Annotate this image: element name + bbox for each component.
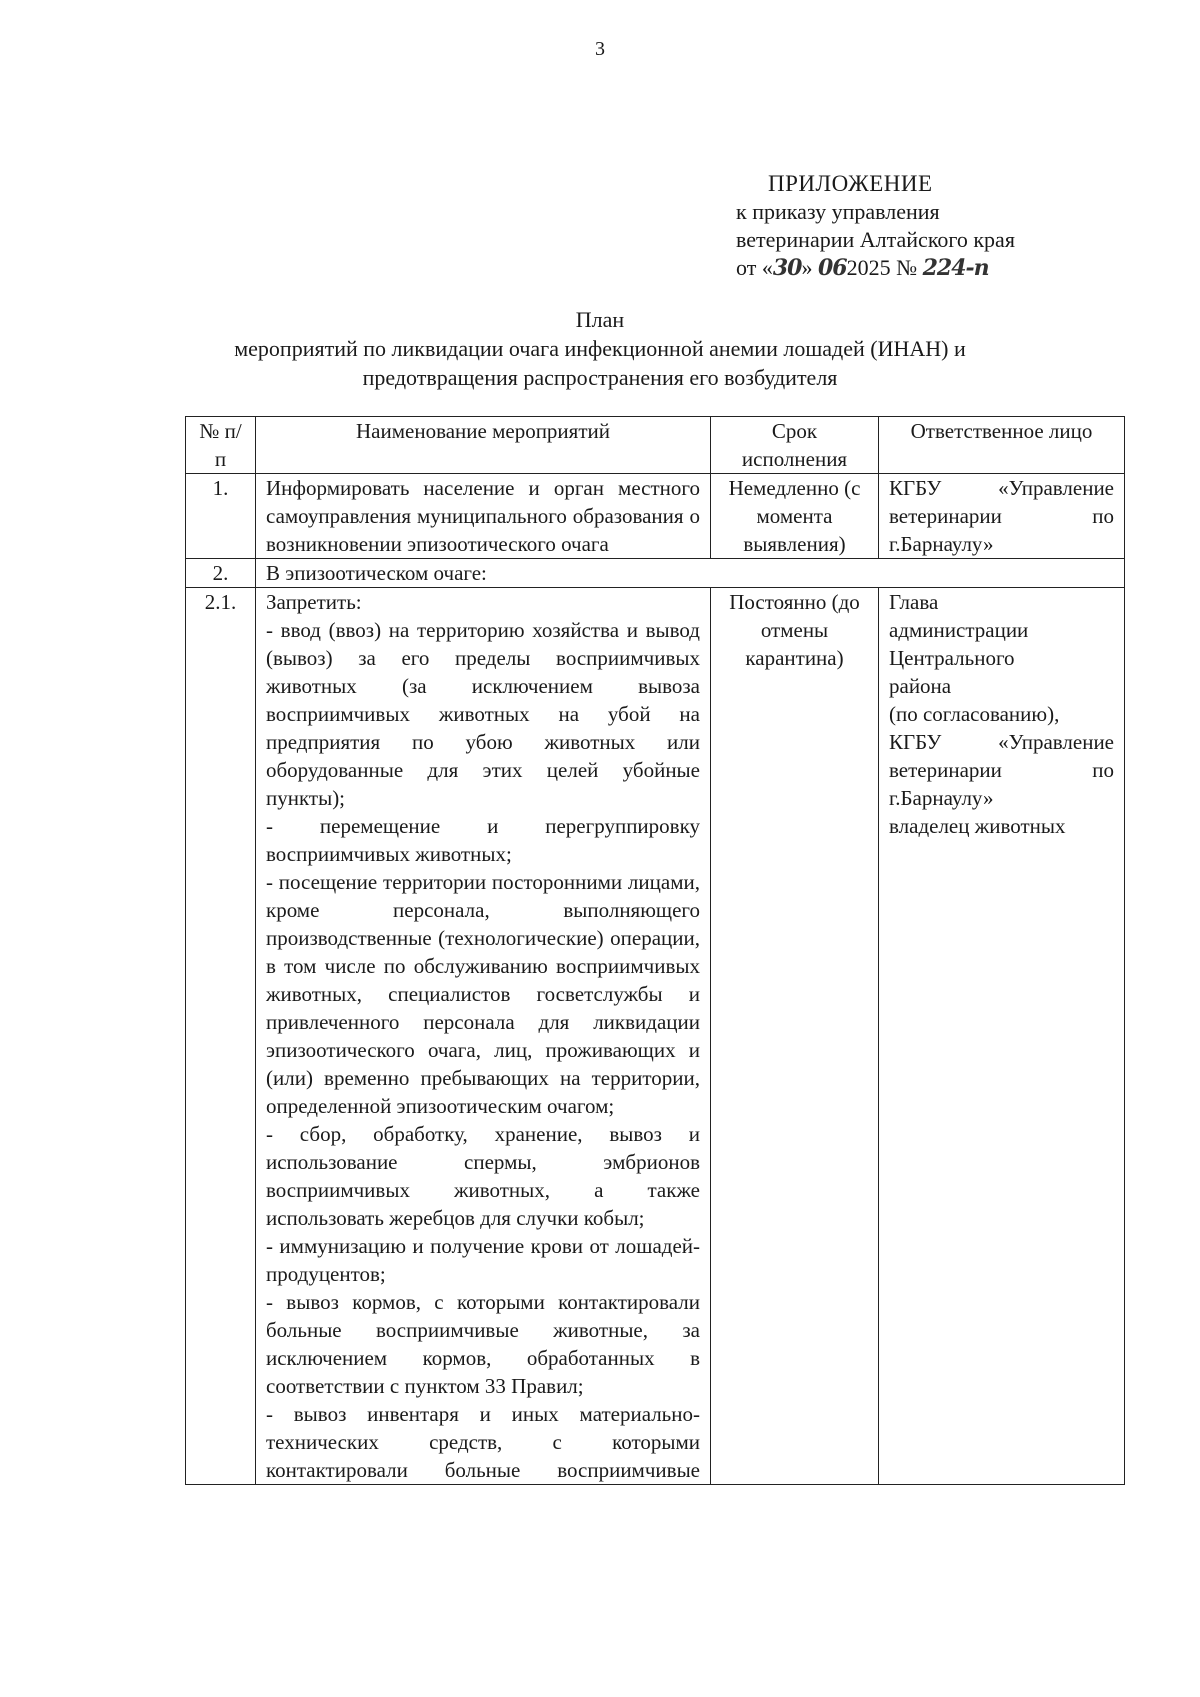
- appendix-date-line: [736, 254, 1015, 282]
- list-item: - вывоз кормов, с которыми контактировали больные восприимчивые животные, за исключением кормов, обработанных в соответствии с пунктом 33 Правил;: [266, 1290, 700, 1398]
- table-row: [186, 474, 1125, 559]
- plan-table: [185, 416, 1125, 1485]
- list-item: - перемещение и перегруппировку восприимчивых животных;: [266, 814, 700, 866]
- row2-num: 2.: [186, 559, 256, 588]
- table-row: [186, 559, 1125, 588]
- date-month-handwritten: 06: [817, 255, 847, 281]
- plan-subtitle-line1: мероприятий по ликвидации очага инфекционной анемии лошадей (ИНАН) и: [234, 336, 966, 361]
- row21-name: [256, 588, 711, 1485]
- list-item: - посещение территории посторонними лицами, кроме персонала, выполняющего производственные (технологические) операции, в том числе по обслуживанию восприимчивых животных, специалистов госветслужбы и привлеченного персонала для ликвидации эпизоотического очага, лиц, проживающих и (или) временно пребывающих на территории, определенной эпизоотическим очагом;: [266, 870, 700, 1118]
- row1-num: 1.: [186, 474, 256, 559]
- plan-subtitle-line2: предотвращения распространения его возбудителя: [362, 365, 838, 390]
- list-item: - вывоз инвентаря и иных материально-технических средств, с которыми контактировали больные восприимчивые: [266, 1402, 700, 1482]
- date-day-handwritten: 30: [772, 255, 802, 281]
- plan-title: План: [575, 307, 625, 332]
- date-prefix: от «: [736, 255, 773, 280]
- responsible-line: КГБУ «Управление ветеринарии по г.Барнаулу»: [889, 730, 1114, 810]
- appendix-order-line: к приказу управления: [736, 199, 940, 224]
- row1-name: Информировать население и орган местного самоуправления муниципального образования о возникновении эпизоотического очага: [256, 474, 711, 559]
- responsible-line: Центрального: [889, 646, 1015, 670]
- list-item: - ввод (ввоз) на территорию хозяйства и вывод (вывоз) за его пределы восприимчивых животных (за исключением вывоза восприимчивых животных на убой на предприятия по убою животных или оборудованные для этих целей убойные пункты);: [266, 618, 700, 810]
- order-number-handwritten: 224-п: [922, 255, 989, 281]
- row2-name: В эпизоотическом очаге:: [256, 559, 1125, 588]
- header-responsible: Ответственное лицо: [879, 417, 1125, 474]
- plan-heading: [0, 305, 1200, 392]
- row1-responsible: КГБУ «Управление ветеринарии по г.Барнаулу»: [879, 474, 1125, 559]
- list-item: - иммунизацию и получение крови от лошадей-продуцентов;: [266, 1234, 700, 1286]
- row21-term: Постоянно (до отмены карантина): [711, 588, 879, 1485]
- appendix-title: ПРИЛОЖЕНИЕ: [768, 171, 933, 196]
- date-year: 2025 №: [846, 255, 918, 280]
- appendix-authority-line: ветеринарии Алтайского края: [736, 227, 1015, 252]
- header-term: Срок исполнения: [711, 417, 879, 474]
- date-mid: »: [801, 255, 818, 280]
- list-item: - сбор, обработку, хранение, вывоз и использование спермы, эмбрионов восприимчивых животных, а также использовать жеребцов для случки кобыл;: [266, 1122, 700, 1230]
- row21-intro: Запретить:: [266, 590, 362, 614]
- page-number: 3: [595, 38, 605, 60]
- header-num: № п/п: [186, 417, 256, 474]
- header-name: Наименование мероприятий: [256, 417, 711, 474]
- responsible-line: Глава: [889, 590, 939, 614]
- row21-num: 2.1.: [186, 588, 256, 1485]
- appendix-block: [736, 170, 1015, 282]
- table-row: [186, 588, 1125, 1485]
- row21-responsible: [879, 588, 1125, 1485]
- responsible-line: района: [889, 674, 952, 698]
- responsible-line: администрации: [889, 618, 1029, 642]
- responsible-line: владелец животных: [889, 814, 1066, 838]
- responsible-line: (по согласованию),: [889, 702, 1060, 726]
- table-header-row: [186, 417, 1125, 474]
- row1-term: Немедленно (с момента выявления): [711, 474, 879, 559]
